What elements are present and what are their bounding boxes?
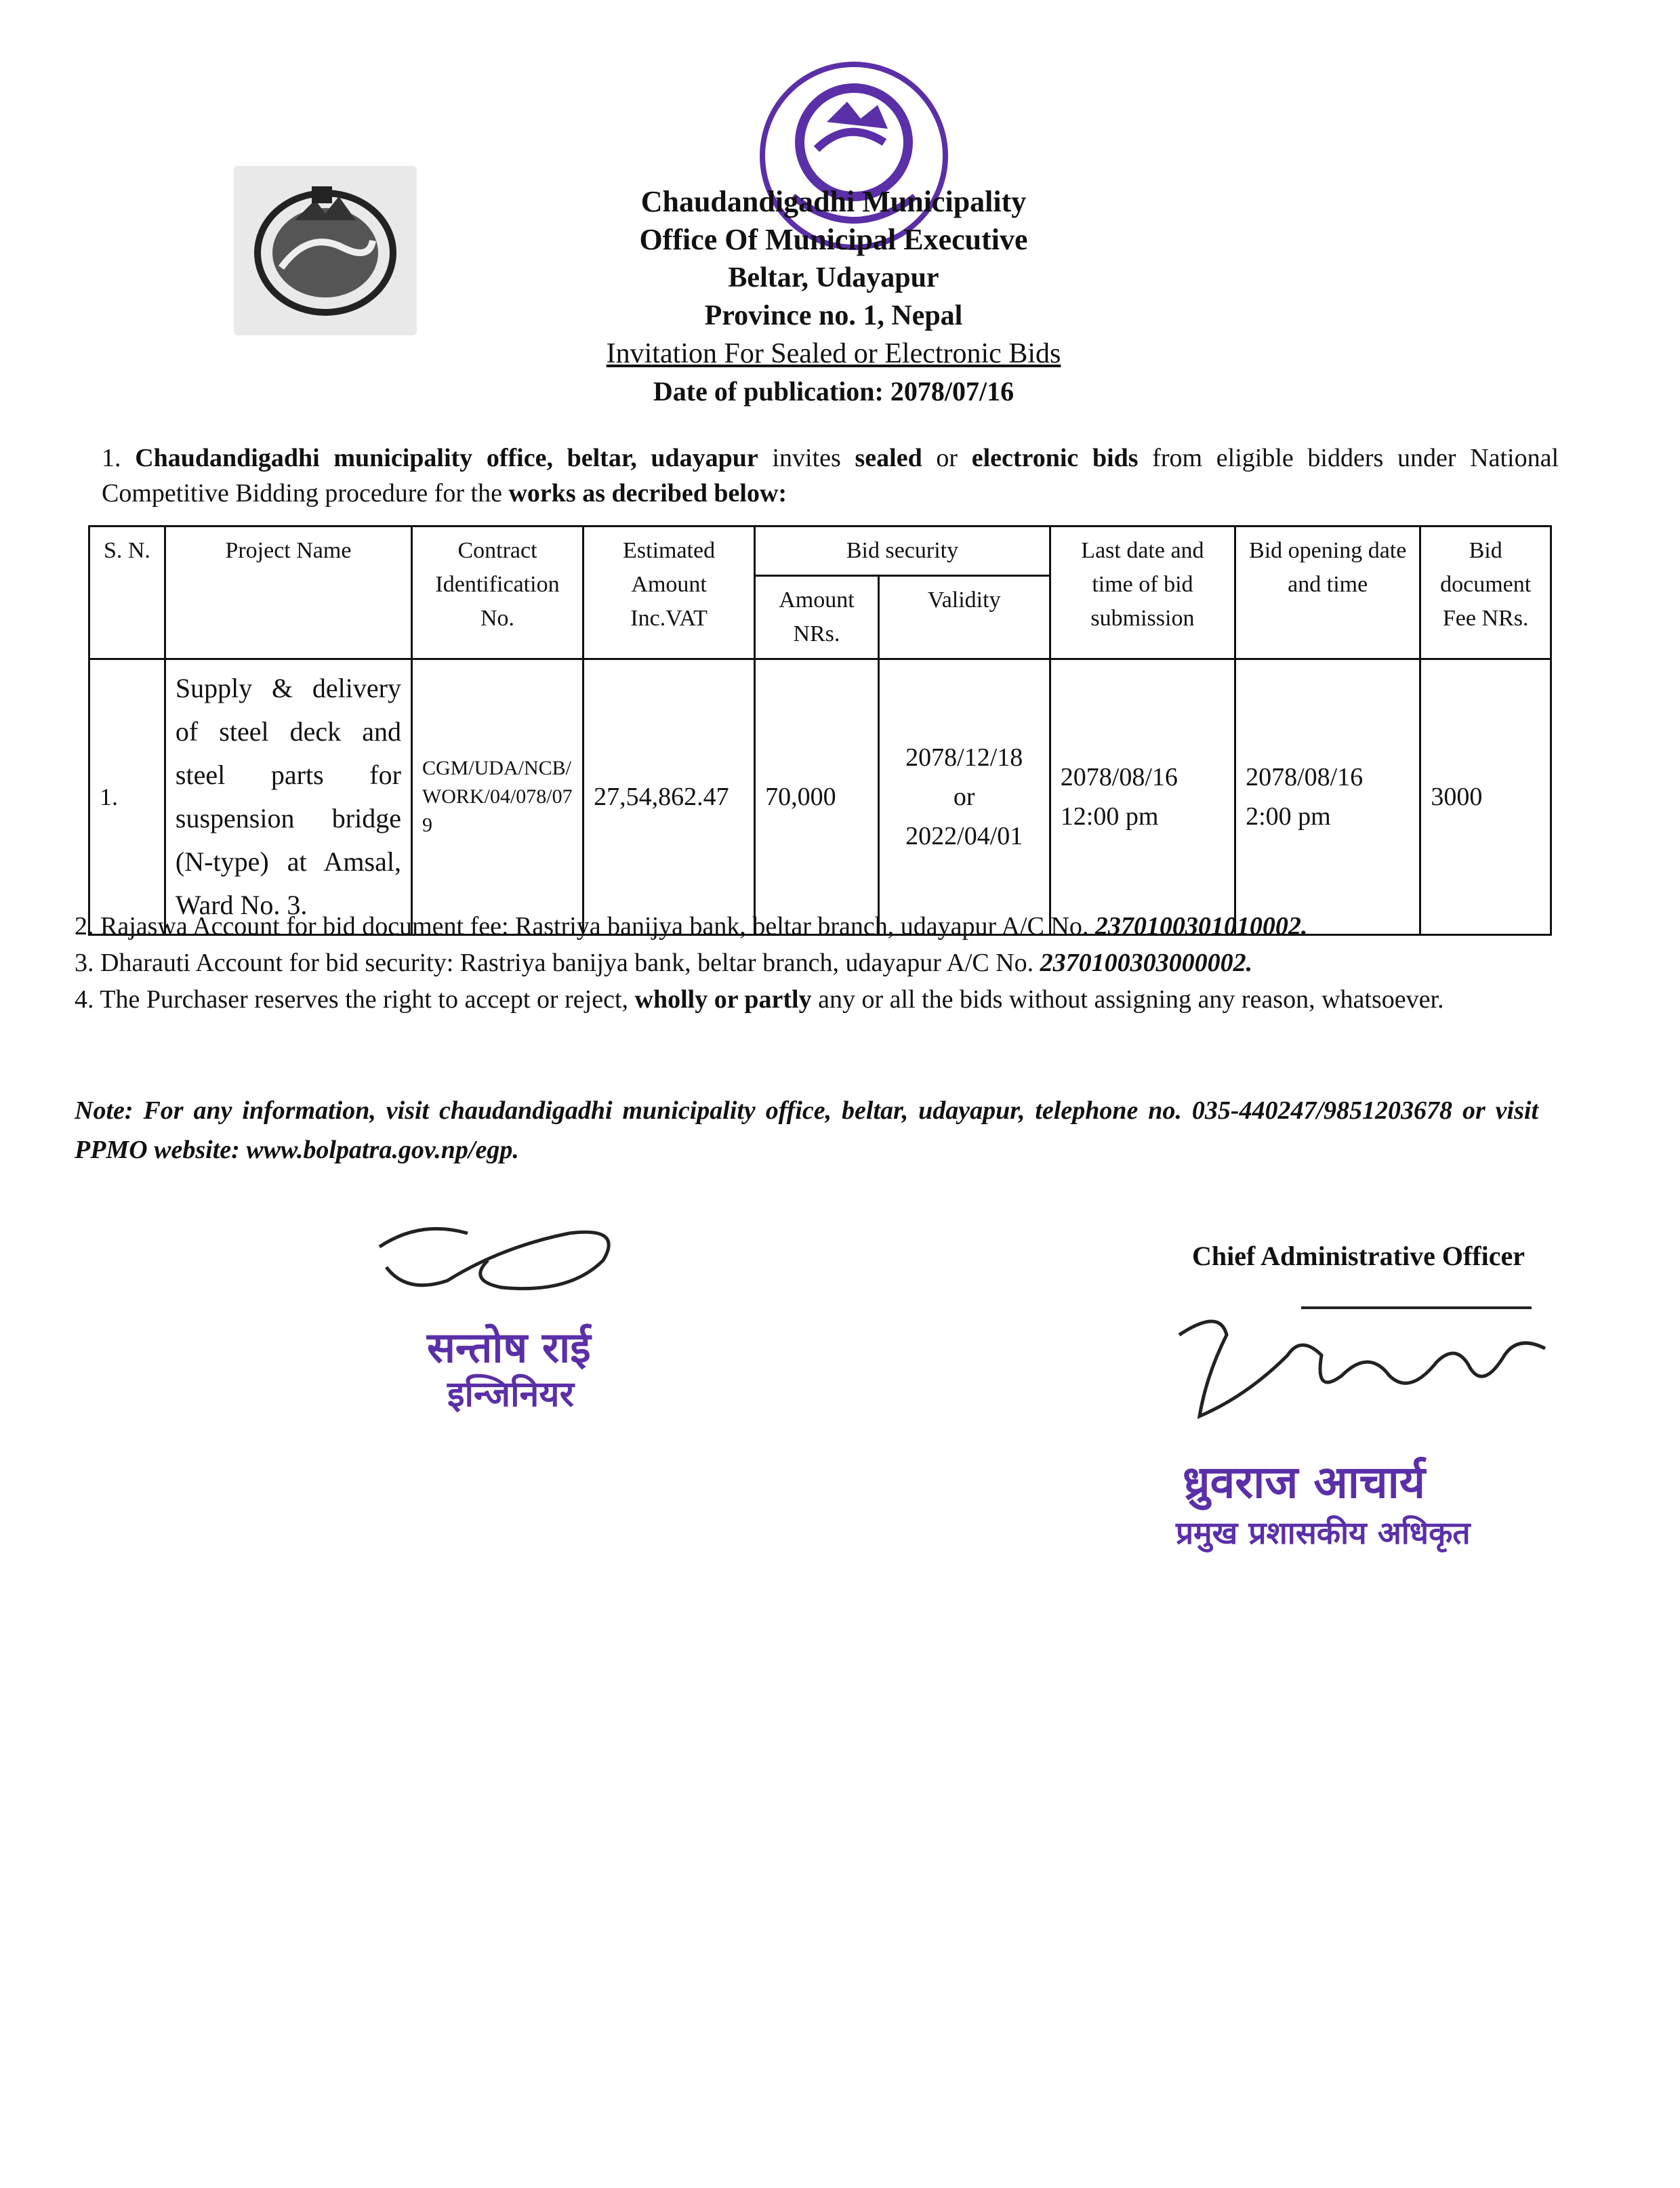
header-amount: Amount NRs. <box>755 576 879 659</box>
engineer-stamp-name: सन्तोष राई <box>427 1323 591 1372</box>
cell-opening <box>1235 659 1420 935</box>
cell-validity <box>878 659 1050 935</box>
validity-or: or <box>953 783 975 811</box>
validity-date-ad: 2022/04/01 <box>905 822 1023 850</box>
header-sn: S. N. <box>89 527 165 659</box>
officer-stamp-name: ध्रुवराज आचार्य <box>1183 1456 1426 1508</box>
note-4-bold: wholly or partly <box>634 985 812 1014</box>
municipality-name: Chaudandigadhi Municipality <box>640 185 1027 218</box>
cell-estimate: 27,54,862.47 <box>583 659 755 935</box>
note-4-text-1: 4. The Purchaser reserves the right to accept or reject, <box>75 985 635 1014</box>
cell-sn: 1. <box>89 659 165 935</box>
cell-last-date <box>1050 659 1235 935</box>
last-time: 12:00 pm <box>1060 802 1159 831</box>
officer-title: Chief Administrative Officer <box>1192 1241 1525 1271</box>
note-3-text: 3. Dharauti Account for bid security: Rastriya banijya bank, beltar branch, udayapur A/C No. <box>75 949 1040 977</box>
note-2-account: 2370100301010002. <box>1094 912 1308 941</box>
header-fee: Bid document Fee NRs. <box>1420 527 1551 659</box>
publication-date: Date of publication: 2078/07/16 <box>653 376 1015 407</box>
opening-date: 2078/08/16 <box>1246 763 1364 791</box>
intro-paragraph <box>102 440 1559 511</box>
header-opening: Bid opening date and time <box>1235 527 1420 659</box>
table-row <box>89 659 1551 935</box>
invitation-title: Invitation For Sealed or Electronic Bids <box>606 338 1061 369</box>
intro-bold-office: Chaudandigadhi municipality office, beltar, udayapur <box>135 444 758 472</box>
header-project: Project Name <box>165 527 411 659</box>
note-2 <box>75 908 1538 945</box>
info-note: Note: For any information, visit chaudandigadhi municipality office, beltar, udayapur, telephone no. 035-440247/9851203678 or visit PPMO website: www.bolpatra.gov.np/egp. <box>75 1096 1538 1164</box>
province-line: Province no. 1, Nepal <box>704 300 963 331</box>
notes-list <box>75 908 1538 1018</box>
header-validity: Validity <box>878 576 1050 659</box>
opening-time: 2:00 pm <box>1246 802 1331 831</box>
intro-text-3: from eligible bidders under National Competitive Bidding procedure for the <box>102 444 1559 508</box>
note-3 <box>75 945 1538 981</box>
note-4-text-2: any or all the bids without assigning any reason, whatsoever. <box>811 985 1444 1014</box>
intro-text-2: or <box>922 444 972 472</box>
intro-number: 1. <box>102 444 121 472</box>
office-address: Beltar, Udayapur <box>728 262 939 293</box>
engineer-stamp-title: इन्जिनियर <box>447 1374 574 1415</box>
nepal-emblem-logo <box>234 166 417 335</box>
note-2-text: 2. Rajaswa Account for bid document fee: Rastriya banijya bank, beltar branch, udayapur A/C No. <box>75 912 1095 941</box>
intro-bold-works: works as decribed below: <box>508 479 787 508</box>
intro-bold-electronic: electronic bids <box>971 444 1139 472</box>
note-3-account: 2370100303000002. <box>1040 949 1253 977</box>
cell-amount: 70,000 <box>755 659 879 935</box>
intro-bold-sealed: sealed <box>855 444 922 472</box>
intro-text-1: invites <box>758 444 855 472</box>
office-name: Office Of Municipal Executive <box>639 223 1028 256</box>
cell-fee: 3000 <box>1420 659 1551 935</box>
officer-signature <box>1166 1294 1572 1457</box>
officer-stamp-title: प्रमुख प्रशासकीय अधिकृत <box>1176 1514 1471 1551</box>
cell-contract: CGM/UDA/NCB/WORK/04/078/079 <box>411 659 583 935</box>
table-header-row <box>89 527 1551 576</box>
notice-header <box>474 183 1193 411</box>
note-4 <box>75 981 1538 1018</box>
last-date: 2078/08/16 <box>1060 763 1178 791</box>
header-contract: Contract Identification No. <box>411 527 583 659</box>
header-estimate: Estimated Amount Inc.VAT <box>583 527 755 659</box>
cell-project: Supply & delivery of steel deck and steel parts for suspension bridge (N-type) at Amsal, Ward No. 3. <box>165 659 411 935</box>
header-last-date: Last date and time of bid submission <box>1050 527 1235 659</box>
header-bid-security: Bid security <box>755 527 1050 576</box>
validity-date-bs: 2078/12/18 <box>905 743 1023 772</box>
bid-table <box>88 525 1552 936</box>
